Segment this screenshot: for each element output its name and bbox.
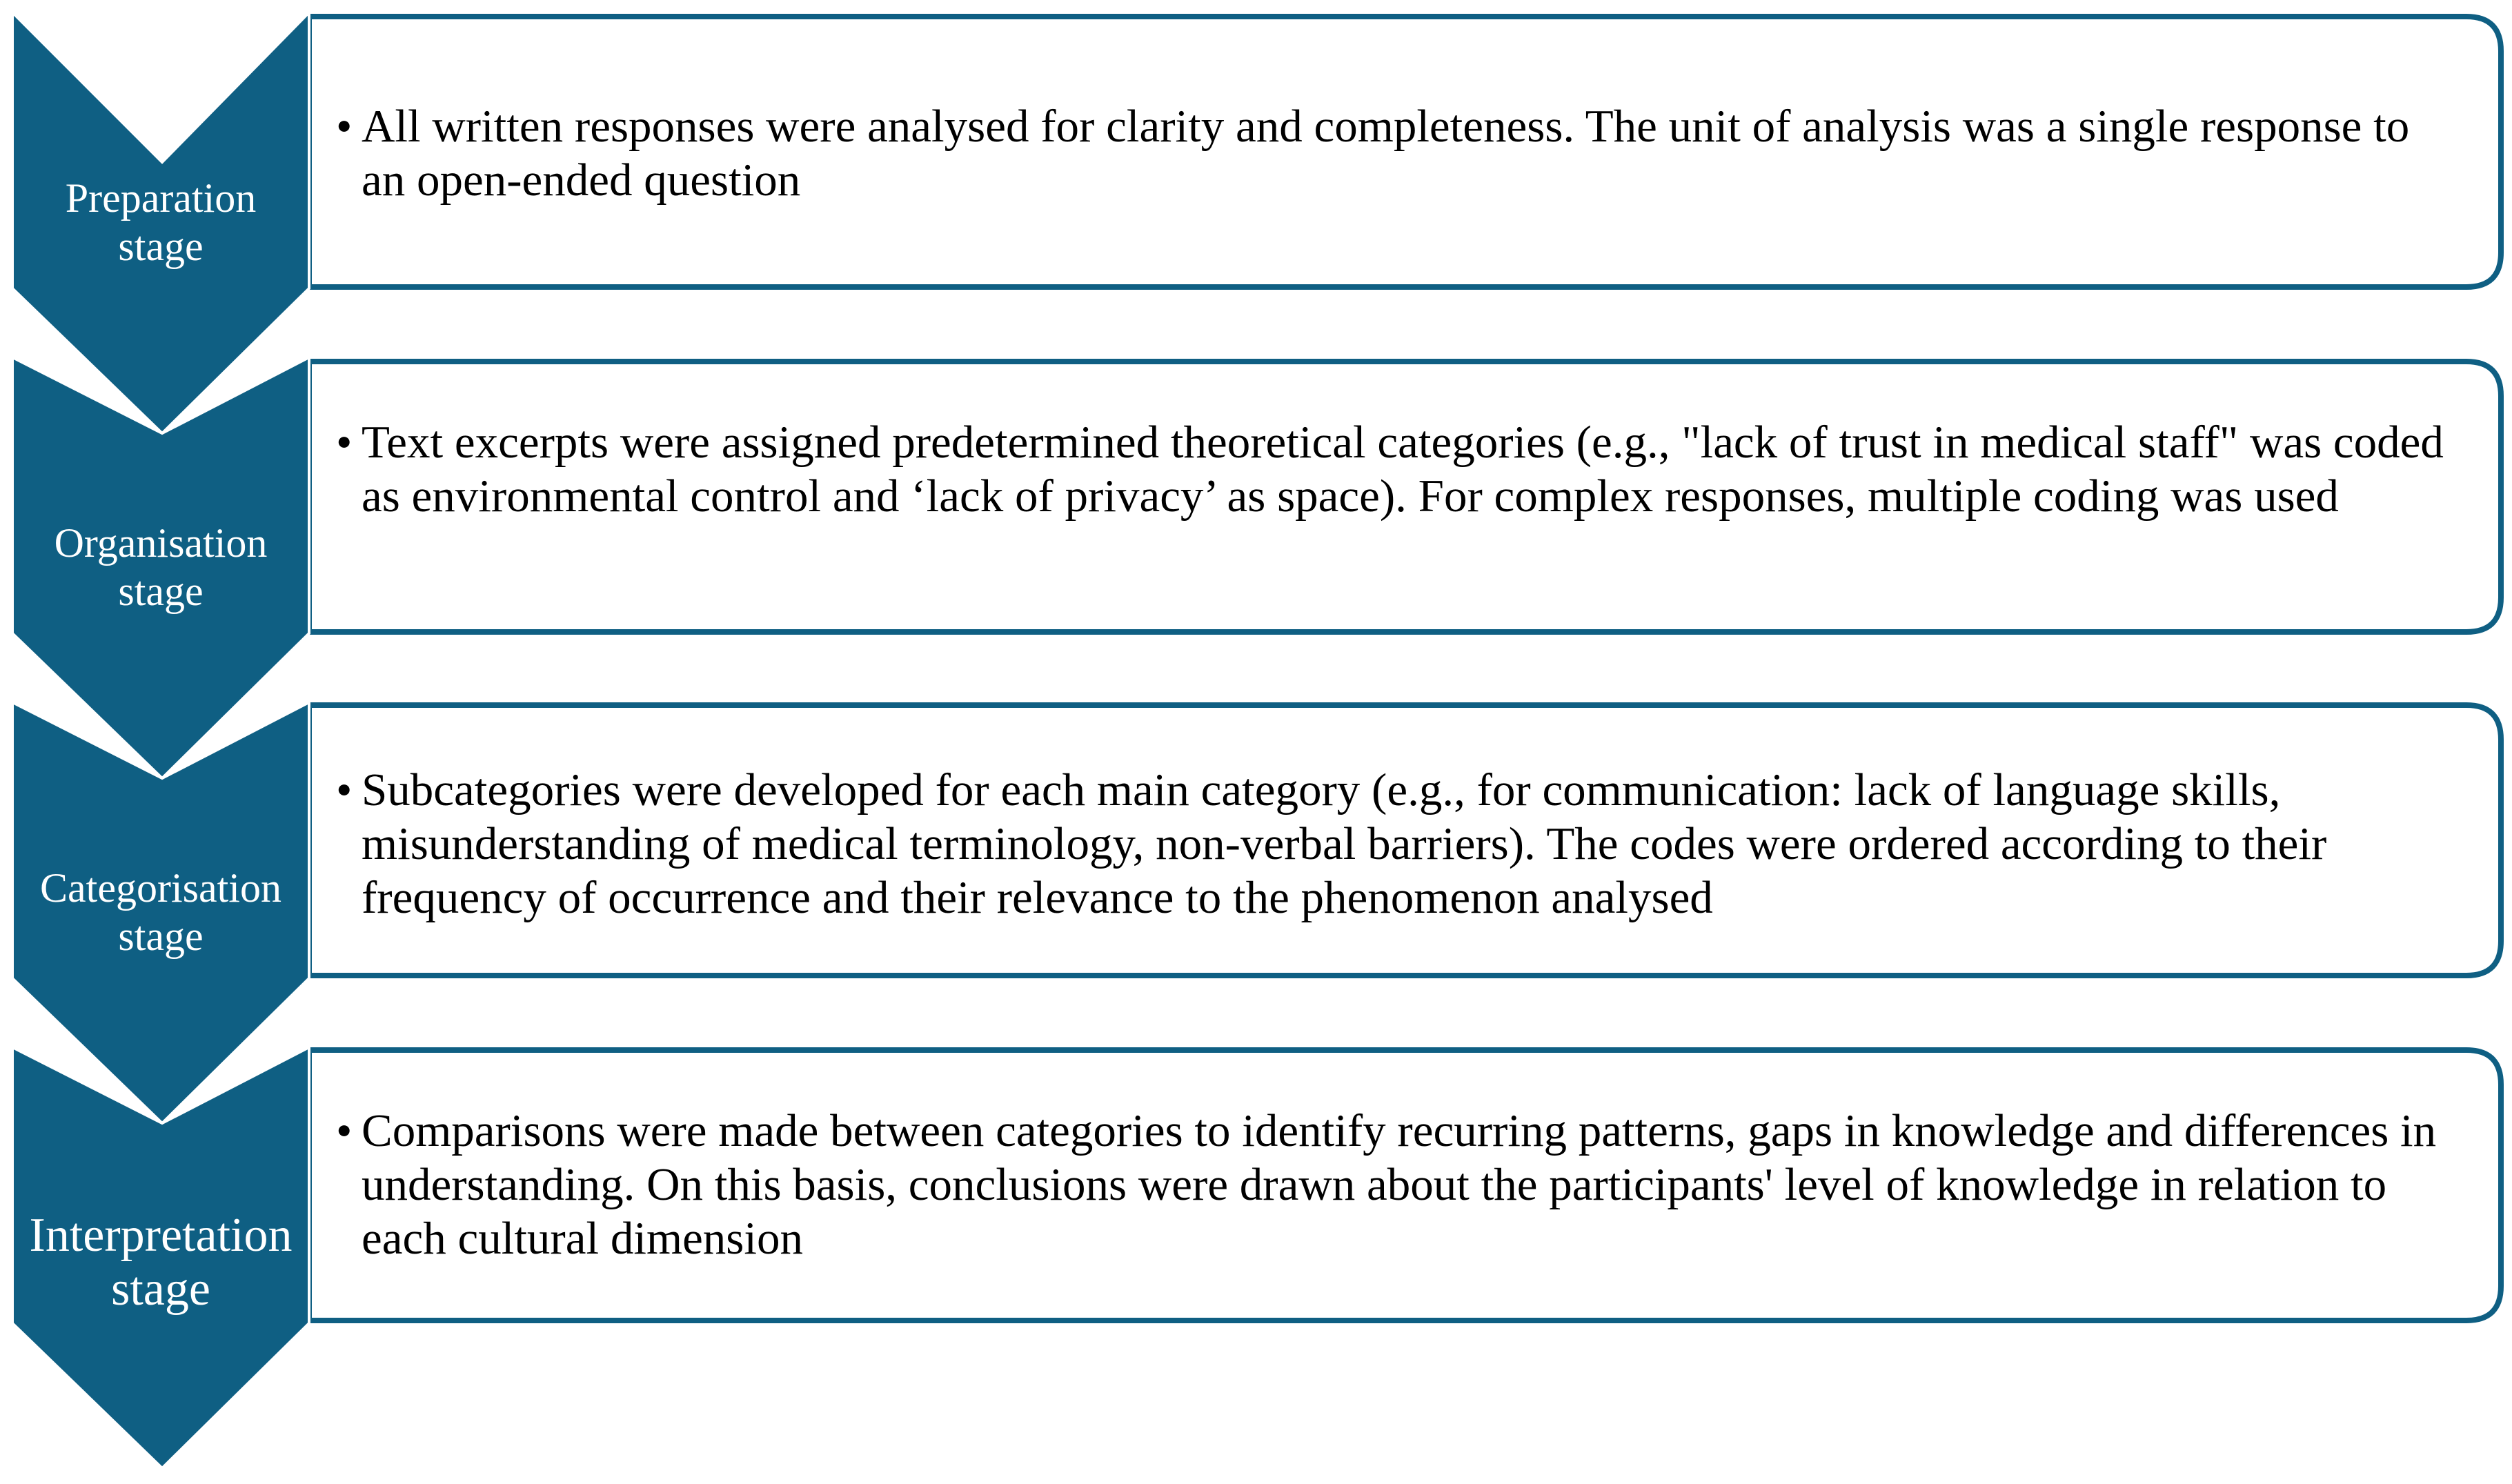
- stage-label-line: stage: [118, 913, 204, 959]
- stage-description-text: Text excerpts were assigned predetermined theoretical categories (e.g., "lack of trust in medical staff" was coded as environmental control and ‘lack of privacy’ as space). For complex responses, multiple coding was used: [362, 417, 2444, 522]
- stage-description-text: Comparisons were made between categories to identify recurring patterns, gaps in knowledge and differences in understanding. On this basis, conclusions were drawn about the participants' level of knowledge in relation to each cultural dimension: [362, 1105, 2437, 1264]
- stage-label-line: Organisation: [54, 520, 268, 566]
- stage-label-line: Preparation: [65, 175, 257, 221]
- stage-description-preparation: [337, 99, 2462, 207]
- stage-label-organisation: [12, 519, 309, 615]
- stage-label-line: Categorisation: [40, 865, 281, 911]
- stage-description-organisation: [337, 415, 2462, 523]
- stage-label-categorisation: [12, 864, 309, 960]
- stage-label-line: Interpretation: [29, 1209, 293, 1262]
- stage-label-line: stage: [118, 224, 204, 269]
- stage-description-text: All written responses were analysed for clarity and completeness. The unit of analysis was a single response to an open-ended question: [362, 101, 2410, 206]
- stage-description-text: Subcategories were developed for each main category (e.g., for communication: lack of language skills, misunderstanding of medical terminology, non-verbal barriers). The codes were ordered according to their frequency of occurrence and their relevance to the phenomenon analysed: [362, 764, 2327, 923]
- stage-description-interpretation: [337, 1104, 2462, 1265]
- stage-label-line: stage: [118, 568, 204, 614]
- bullet-marker: •: [336, 101, 353, 152]
- stage-label-line: stage: [111, 1263, 210, 1316]
- bullet-marker: •: [336, 1105, 353, 1156]
- stage-label-preparation: [12, 174, 309, 270]
- bullet-marker: •: [336, 764, 353, 815]
- stage-label-interpretation: [12, 1209, 309, 1316]
- bullet-marker: •: [336, 417, 353, 468]
- stage-description-categorisation: [337, 763, 2462, 924]
